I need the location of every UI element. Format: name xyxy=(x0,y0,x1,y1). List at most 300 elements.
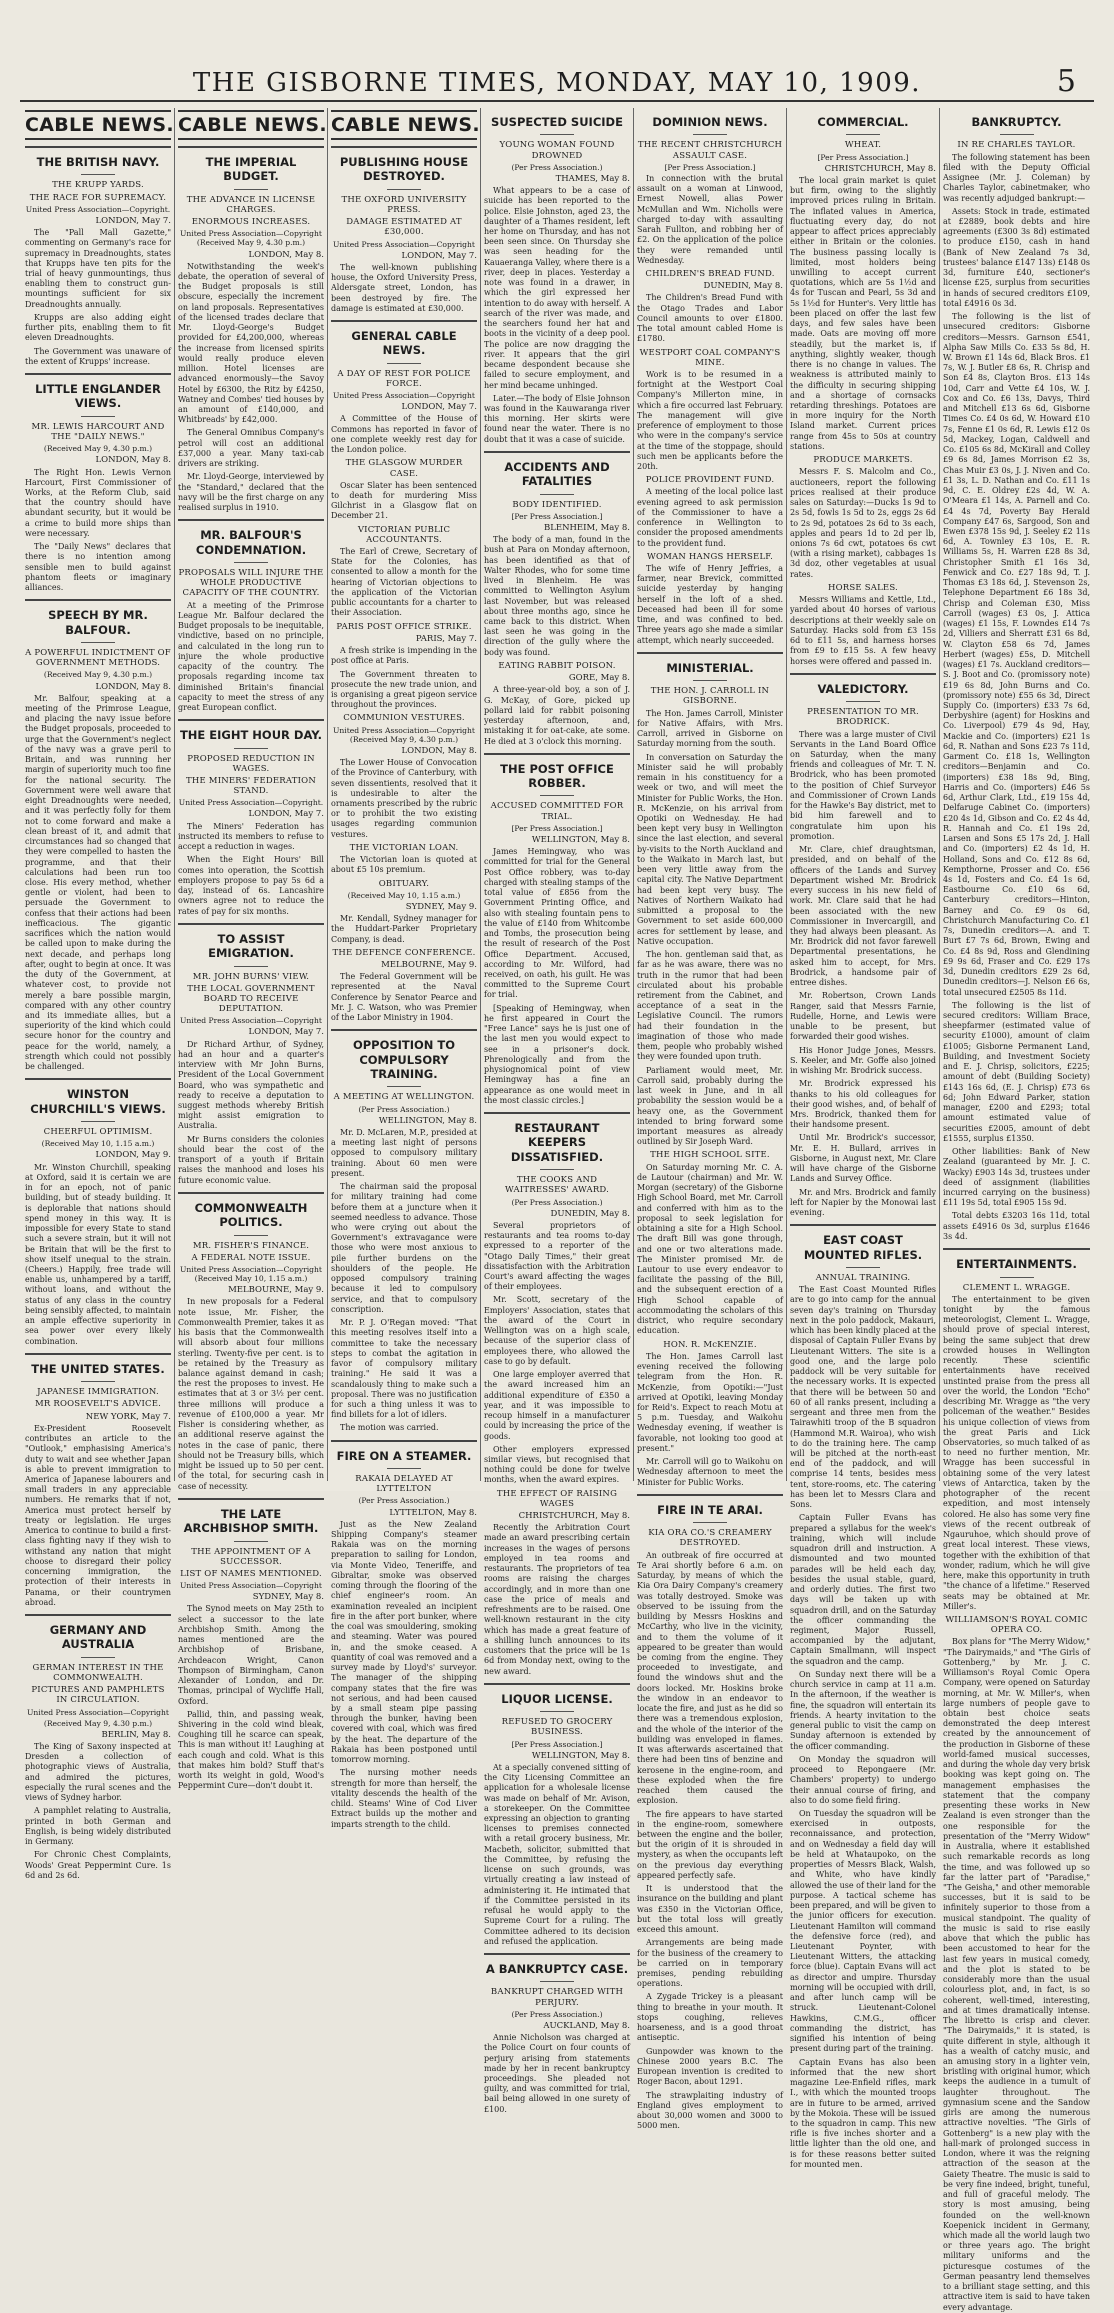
subheading: GERMAN INTEREST IN THE COMMONWEALTH. xyxy=(32,1662,164,1683)
subheading: DAMAGE ESTIMATED AT £30,000. xyxy=(346,217,462,238)
dateline: DUNEDIN, May 8. xyxy=(550,1208,630,1219)
subheading: COMMUNION VESTURES. xyxy=(343,713,465,724)
dateline: CHRISTCHURCH, May 8. xyxy=(518,1511,630,1522)
short-rule xyxy=(234,1541,268,1542)
subheading: BANKRUPT CHARGED WITH PERJURY. xyxy=(490,1987,624,2008)
dateline: LONDON, May 8. xyxy=(248,249,324,260)
section-rule xyxy=(484,1953,630,1955)
paragraph: The Government was unaware of the extent of Krupps' increase. xyxy=(25,346,171,366)
dateline: LONDON, May 8. xyxy=(95,455,171,466)
paragraph: A fresh strike is impending in the post office at Paris. xyxy=(331,646,477,666)
paragraph: One large employer averred that the award increased him an additional expenditure of £350 a year, and it was impossible to recoup himself in a manufacturer could by increasing the price of the goods. xyxy=(484,1370,630,1441)
dateline: MELBOURNE, May 9. xyxy=(381,959,477,970)
column-1 xyxy=(22,108,175,1880)
paragraph: The strawplaiting industry of England gives employment to about 30,000 women and 3000 to 5000 men. xyxy=(637,2090,783,2131)
section-rule xyxy=(790,673,936,675)
column-7 xyxy=(940,108,1093,2312)
headline: FIRE ON A STEAMER. xyxy=(336,1448,472,1463)
subheading: HORSE SALES. xyxy=(828,582,898,593)
paragraph: The Children's Bread Fund with the Otago Trades and Labor Council amounts to over £1800. The total amount cabled Home is £1780. xyxy=(637,293,783,344)
paragraph: Captain Fuller Evans has prepared a syllabus for the week's training, which will include squadron drill and instruction. A dismounted and two mounted parades will be held each day, besides the usual stable, guard, and orderly duties. The first two days will be taken up with squadron drill, and on the Saturday the officer commanding the regiment, Major Russell, accompanied by the adjutant, Captain Smallmann, will inspect the squadron and the camp. xyxy=(790,1513,936,1666)
credit-line: [Per Press Association.] xyxy=(511,511,603,521)
received-line: (Received May 9, 4.30 p.m.) xyxy=(43,1718,153,1728)
paragraph: The following is the list of secured creditors: William Brace, sheepfarmer (estimated value of security £1000), amount of claim £1005; Gisborne Permanent Land, Building, and Investment Society and E. J. Chrisp, solicitors, £225; amount of debt (Building Society) £143 16s 6d, (E. J. Chrisp) £73 6s 6d; John Edward Parker, station manager, £200 and £293; total amount estimated value of securities £2005, amount of debt £1555, surplus £1350. xyxy=(943,1000,1090,1143)
subheading: ANNUAL TRAINING. xyxy=(815,1273,911,1284)
dateline: LYTTELTON, May 8. xyxy=(389,1507,477,1518)
subheading: CLEMENT L. WRAGGE. xyxy=(962,1282,1071,1293)
received-line: (Received May 10, 1.15 a.m.) xyxy=(41,1139,155,1149)
subheading: REFUSED TO GROCERY BUSINESS. xyxy=(501,1717,613,1738)
short-rule xyxy=(540,795,574,796)
paragraph: The East Coast Mounted Rifles are to go into camp for the annual seven day's training on Thursday next in the polo paddock, Makauri, which has been kindly placed at the disposal of Captain Fuller Evans by Lieutenant Witters. The site is a good one, and the large polo paddock will be very suitable for the necessary works. It is expected that there will be between 50 and 60 of all ranks present, including a sergeant and three men from the Tairawhiti troop of the B squadron (Hammond M.R. Wairoa), who wish to do the training here. The camp will be pitched at the north-east end of the paddock, and will comprise 14 tents, besides mess tent, store-rooms, etc. The catering has been let to Messrs Clara and Sons. xyxy=(790,1285,936,1510)
paragraph: A pamphlet relating to Australia, printed in both German and English, is being widely distributed in Germany. xyxy=(25,1806,171,1847)
subheading: WILLIAMSON'S ROYAL COMIC OPERA CO. xyxy=(945,1615,1088,1636)
paragraph: Mr. Scott, secretary of the Employers' Association, states that the award of the Court in Wellington was on a high scale, because of the superior class of employees there, who allowed the case to go by default. xyxy=(484,1295,630,1366)
credit-line: United Press Association—Copyright xyxy=(27,1707,169,1717)
dateline: LONDON, May 8. xyxy=(95,681,171,692)
paragraph: Messrs Williams and Kettle, Ltd., yarded about 40 horses of various descriptions at their weekly sale on Saturday. Hacks sold from £3 15s 6d to £11 5s, and harness horses from £9 to £15 5s. A few heavy horses were offered and passed in. xyxy=(790,595,936,666)
short-rule xyxy=(81,1121,115,1122)
headline: LITTLE ENGLANDER VIEWS. xyxy=(35,382,161,411)
subheading: PROPOSED REDUCTION IN WAGES. xyxy=(187,753,315,774)
subheading: A FEDERAL NOTE ISSUE. xyxy=(191,1252,311,1263)
subheading: PARIS POST OFFICE STRIKE. xyxy=(336,621,472,632)
columns xyxy=(22,108,1102,2312)
headline: ACCIDENTS AND FATALITIES xyxy=(504,459,610,489)
credit-line: [Per Press Association.] xyxy=(664,162,756,172)
subheading: MR. JOHN BURNS' VIEW. xyxy=(192,971,310,982)
subheading: KIA ORA CO.'S CREAMERY DESTROYED. xyxy=(648,1528,772,1549)
subheading: THE KRUPP YARDS. xyxy=(52,180,144,191)
headline: SPEECH BY MR. BALFOUR. xyxy=(48,608,148,637)
credit-line: United Press Association—Copyright xyxy=(180,1016,322,1026)
section-rule xyxy=(25,1078,171,1080)
paragraph: The entertainment to be given tonight by the famous meteorologist, Clement L. Wragge, should prove of special interest, being the same subject that drew crowded houses in Wellington recently. These scientific entertainments have received unstinted praise from the press all over the world, the London "Echo" describing Mr. Wragge as "the very policeman of the weather." Besides his unique collection of views from the great Paris and Lick Observatories, so much talked of as to need no further mention, Mr. Wragge has been successful in obtaining some of the very latest views of Antarctica, taken by the photographer of the recent expedition, and most intensely colored. He also has some very fine views of the recent outbreak of Ngauruhoe, which should prove of great local interest. These views, together with the exhibition of that wonder, radium, which he will give here, make this opportunity in truth "the chance of a lifetime." Reserved seats may be obtained at Mr. Miller's. xyxy=(943,1294,1090,1611)
paragraph: The Earl of Crewe, Secretary of State for the Colonies, has consented to allow a month for the hearing of Victorian objections to the application of the Victorian public accountants for a charter to their Association. xyxy=(331,547,477,618)
short-rule xyxy=(387,1468,421,1469)
received-line: (Received May 9, 4.30 p.m.) xyxy=(43,670,153,680)
headline: THE BRITISH NAVY. xyxy=(36,155,160,169)
credit-line: [Per Press Association.] xyxy=(511,1739,603,1749)
paragraph: Ex-President Roosevelt contributes an article to the "Outlook," emphasising America's duty to wait and see whether Japan is able to prevent immigration to America of Japanese labourers and small traders in any appreciable numbers. He remarks that if not, America must protect herself by treaty or legislation. He urges America to continue to build a first-class fighting navy if they wish to withstand any nation that might choose to disregard their policy concerning immigration, the protection of their interests in Panama, or their countrymen abroad. xyxy=(25,1423,171,1607)
subheading: THE LOCAL GOVERNMENT BOARD TO RECEIVE DEPUTATION. xyxy=(187,983,315,1015)
paragraph: A meeting of the local police last evening agreed to ask permission of the Commissioner to have a conference in Wellington to consider the proposed amendments to the provident fund. xyxy=(637,487,783,548)
headline: GERMANY AND AUSTRALIA xyxy=(49,1623,147,1652)
subheading: THE GLASGOW MURDER CASE. xyxy=(345,458,463,479)
short-rule xyxy=(693,680,727,681)
section-rule xyxy=(331,1440,477,1442)
headline: FIRE IN TE ARAI. xyxy=(657,1502,763,1517)
paragraph: The motion was carried. xyxy=(340,1423,439,1433)
paragraph: The Government threaten to prosecute the new trade union, and is organising a great pigeon service throughout the provinces. xyxy=(331,669,477,710)
credit-line: United Press Association—Copyright (Received May 9, 4.30 p.m.) xyxy=(180,229,322,248)
headline: OPPOSITION TO COMPULSORY TRAINING. xyxy=(352,1038,456,1082)
paragraph: The General Omnibus Company's petrol will cost an additional £37,000 a year. Many taxi-cab drivers are striking. xyxy=(178,428,324,469)
column-6 xyxy=(787,108,940,2169)
dateline: LONDON, May 7. xyxy=(401,250,477,261)
paragraph: Notwithstanding the week's debate, the operation of several of the Budget proposals is still obscure, especially the increment on land proposals. Representatives of the licensed trades declare that Mr. Lloyd-George's Budget provided for £4,200,000, whereas the increase from licensed spirits would really produce eleven million. Hotel licenses are advanced enormously—the Savoy Hotel by £6300, the Ritz by £4250, Watney and Combes' tied houses by an amount of £140,000, and Whitbreads' by £42,000. xyxy=(178,261,324,425)
subheading: THE RECENT CHRISTCHURCH ASSAULT CASE. xyxy=(637,140,783,161)
section-rule xyxy=(25,146,171,148)
paragraph: Mr Burns considers the colonies should bear the cost of the transport of a youth if Britain raises the manhood and loses his future economic value. xyxy=(178,1134,324,1185)
column-header: CABLE NEWS. xyxy=(25,110,171,140)
paragraph: Other liabilities: Bank of New Zealand (guaranteed by Mr. J. C. Wacky) £903 14s 3d, trustees under deed of assignment (liabilities incurred carrying on the business) £11 19s 5d, total £905 15s 9d. xyxy=(943,1147,1090,1208)
subheading: YOUNG WOMAN FOUND DROWNED xyxy=(499,140,615,161)
section-rule xyxy=(331,320,477,322)
section-rule xyxy=(484,1112,630,1114)
paragraph: The following is the list of unsecured creditors: Gisborne creditors—Messrs. Garnson £541, Alpha Saw Mills Co. £33 5s 8d, H. W. Brown £1 14s 6d, Black Bros. £1 7s, W. J. Butler £8 6s, R. Chrisp and Son £4 8s, Clayton Bros. £13 14s 10d, Carr and Vette £4 10s, W. J. Cox and Co. £6 13s, Davys, Third and Mitchell £13 6s 6d, Gisborne Times Co. £4 0s 6d, W. Howard £10 7s, Fenne £1 0s 6d, R. Lewis £12 0s 5d, Mackey, Logan, Caldwell and Co. £105 6s 8d, McKirall and Colley £9 6s 8d, James Morrison £2 3s, Chas Muir £3 0s, J. J. Niven and Co. £1 3s, L. D. Nathan and Co. £11 1s 9d, C. E. Oldrey £2s 4d, W. A. O'Meara £1 14s, A. Parnell and Co. £4 4s 7d, Poverty Bay Herald Company £47 6s, Sargood, Son and Ewen £378 15s 9d, J. Seeley £2 11s 6d, A. Townley £3 10s, E. R. Williams 5s, H. Warren £28 8s 3d, Christopher Smith £1 16s 3d, Fenwick and Co. £27 18s 9d, T. J. Thomas £3 18s 6d, J. Stevenson 2s, Telephone Department £6 18s 3d, Chrisp and Coleman £30, Miss Carroll (wages) £3 0s, J. Attica (wages) £1 15s, F. Lowndes £14 7s 2d, Villiers and Sherratt £31 6s 8d, W. Clayton £58 6s 7d, James Herbert (wages) £5s, D. Mitchell (wages) £1 7s. Auckland creditors—S. J. Boot and Co. (promissory note) £19 6s 8d, John Burns and Co. (promissory note) £55 6s 3d, Direct Supply Co. (importers) £33 7s 6d, Derbyshire (agent) for Hoskins and Co. Liverpool) £79 4s 9d, Hay, Mackie and Co. (importers) £21 1s 6d, R. Nathan and Sons £23 7s 11d, Garment Co. £18 1s, Wellington creditors—Benjamin and Co. (importers) £38 18s 9d, Bing, Harris and Co. (importers) £46 5s 6d, Arthur Clark, Ltd., £19 15s 4d, Delfaruge Cabinet Co. (importers) £20 4s 1d, Gibson and Co. £2 4s 4d, R. Hannah and Co. £1 19s 2d, Larsen and Sons £5 17s 2d, J. Hall and Co. (importers) £2 4s 1d, H. Holland, Sons and Co. £12 8s 6d, Kempthorne, Prosser and Co. £56 4s 1d, Fosters and Co. £4 1s 6d, Eastbourne Co. £10 6s 6d, Canterbury creditors—Hinton, Barney and Co. £9 0s 6d, Christchurch Manufacturing Co. £1 7s, Dunedin creditors—A. and T. Burt £7 7s 6d, Brown, Ewing and Co. £4 8s 9d, Ross and Glendining £9 9s 6d, Fraser and Co. £29 17s 3d, Dunedin creditors £29 2s 6d, Dunedin creditors—J. Nelson £6 6s, total unsecured £2505 8s 11d. xyxy=(943,312,1090,997)
paragraph: Mr. Balfour, speaking at a meeting of the Primrose League, and placing the navy issue before the Budget proposals, proceeded to urge that the Government's neglect of the navy was a grave peril to Britain, and was running her margin of superiority much too fine for the national security. The Government were well aware that eight Dreadnoughts were needed, and it was perfectly folly for them not to come forward and make a clean breast of it, and admit that circumstances had so changed that they were compelled to hasten the programme, and that their calculations had been run too close. His every method, whether gentle or violent, had been to persuade the Government to confess that their actions had been inefficacious. The gigantic sacrifices which the nation would be called upon to make during the next decade, and perhaps long after, ought to begin at once. It was the duty of the Government, at whatever cost, to provide not merely a bare possible margin, compared with any other country and its immediate allies, but a superiority of the kind which could secure honor for the country and peace for the world, namely, a strength which could not possibly be challenged. xyxy=(25,693,171,1072)
paragraph: Mr. Winston Churchill, speaking at Oxford, said it is certain we are in for an epoch, not of panic building, but of steady building. It is deplorable that nations should spend money in this way. It is impossible for every State to stand such a severe strain, but it will not be Britain that will be the first to show itself unequal to the strain. (Cheers.) Happily, free trade will enable us, unhampered by a tariff, without loans, and without the status of any class in the country being sensibly affected, to maintain an ample effective superiority in sea power over every likely combination. xyxy=(25,1162,171,1346)
short-rule xyxy=(81,416,115,417)
paragraph: Krupps are also adding eight further pits, enabling them to fit eleven Dreadnoughts. xyxy=(25,312,171,343)
headline: LIQUOR LICENSE. xyxy=(501,1691,613,1706)
masthead xyxy=(20,62,1094,102)
section-rule xyxy=(25,373,171,375)
subheading: THE EFFECT OF RAISING WAGES xyxy=(496,1488,618,1509)
column-3 xyxy=(328,108,481,1829)
paragraph: Gunpowder was known to the Chinese 2000 years B.C. The European invention is credited to Roger Bacon, about 1291. xyxy=(637,2046,783,2087)
credit-line: (Per Press Association.) xyxy=(358,1104,450,1114)
section-rule xyxy=(25,1353,171,1355)
paragraph: A Committee of the House of Commons has reported in favor of one complete weekly rest day for the London police. xyxy=(331,414,477,455)
subheading: VICTORIAN PUBLIC ACCOUNTANTS. xyxy=(357,524,451,545)
subheading: THE HON. J. CARROLL IN GISBORNE. xyxy=(650,686,770,707)
subheading: A POWERFUL INDICTMENT OF GOVERNMENT METHODS. xyxy=(25,648,171,669)
paragraph: On Monday the squadron will proceed to Repongaere (Mr. Chambers' property) to undergo their annual course of firing, and also to do some field firing. xyxy=(790,1754,936,1805)
short-rule xyxy=(234,562,268,563)
section-rule xyxy=(25,1614,171,1616)
dateline: SYDNEY, May 9. xyxy=(405,901,477,912)
paragraph: Other employers expressed similar views, but recognised that nothing could be done for twelve months, when the award expires. xyxy=(484,1444,630,1485)
paragraph: James Hemingway, who was committed for trial for the General Post Office robbery, was to-day charged with stealing stamps of the total value of £856 from the Government Printing Office, and also with stealing fountain pens to the value of £140 from Whitcombe and Tombs, the prosecution being the result of research of the Post Office Department. Accused, according to Mr. Wilford, had received, on oath, his guilt. He was committed to the Supreme Court for trial. xyxy=(484,847,630,1000)
paragraph: In conversation on Saturday the Minister said he will probably remain in his constituency for a week or two, and will meet the Minister for Public Works, the Hon. R. McKenzie, on his arrival from Opotiki on Wednesday. He had been kept very busy in Wellington since the last election, and several by-visits to the North Auckland and to the Waikato in March last, but been very little away from the capital city. The Native Department had been kept very busy. The Natives of Northern Waikato had submitted a proposal to the Government to set aside 600,000 acres for settlement by lease, and Native occupation. xyxy=(637,752,783,946)
paragraph: Annie Nicholson was charged at the Police Court on four counts of perjury arising from statements made by her in recent bankruptcy proceedings. She pleaded not guilty, and was committed for trial, bail being allowed in one surety of £100. xyxy=(484,2033,630,2114)
credit-line: [Per Press Association.] xyxy=(817,152,909,162)
column-5 xyxy=(634,108,787,2131)
paragraph: What appears to be a case of suicide has been reported to the police. Elsie Johnston, aged 23, the daughter of a Thames resident, left her home on Thursday, and has not been seen since. On Thursday she was seen heading for the Kauaeranga Valley, where there is a river, deep in places. Yesterday a note was found in a drawer, in which the girl expressed her intention to do away with herself. A search of the river was made, and the searchers found her hat and boots in the vicinity of a deep pool. The police are now dragging the river. It appears that the girl became despondent because she failed to secure employment, and her mind became unhinged. xyxy=(484,186,630,390)
headline: ENTERTAINMENTS. xyxy=(956,1257,1077,1272)
paragraph: Assets: Stock in trade, estimated at £2889, book debts and hire agreements (£300 3s 8d) estimated to produce £150, cash in hand (Bank of New Zealand 7s 3d, trustees' balance £147 13s) £148 0s 3d, furniture £40, sectioner's license £25, surplus from securities in hands of secured creditors £109, total £4916 0s 3d. xyxy=(943,206,1090,308)
paragraph: On Sunday next there will be a church service in camp at 11 a.m. In the afternoon, if the weather is fine, the squadron will entertain its friends. A hearty invitation to the general public to visit the camp on Sunday afternoon is extended by the officer commanding. xyxy=(790,1669,936,1751)
subheading: A DAY OF REST FOR POLICE FORCE. xyxy=(337,368,471,389)
paragraph: The local grain market is quiet but firm, owing to the slightly improved prices ruling in Britain. The inflated values in America, fluctuating every day, do not appear to affect prices appreciably either in Britain or the colonies. The business passing locally is limited, most holders being unwilling to accept current quotations, which are 5s 1½d and 4s for Tuscan and Pearl, 5s 3d and 5s 1½d for Hunter's. Very little has been placed on offer the last few days, and few sales have been made. Oats are moving off more steadily, but the market is, if anything, slightly weaker, though there is no change in values. The weakness is attributed mainly to the difficulty in securing shipping and a shortage of cornsacks retarding threshings. Potatoes are in more inquiry for the North Island market. Current prices range from 45s to 50s at country stations. xyxy=(790,175,936,451)
headline: PUBLISHING HOUSE DESTROYED. xyxy=(339,155,469,184)
paragraph: On Saturday morning Mr. C. A. de Lautour (chairman) and Mr. W. Morgan (secretary) of the Gisborne High School Board, met Mr. Carroll and conferred with him as to the proposal to seek legislation for obtaining a site for a High School. The draft Bill was gone through, and one or two alterations made. The Minister promised Mr. de Lautour to use every endeavor to facilitate the passing of the Bill, and the subsequent erection of a High School capable of accommodating the scholars of this district, who require secondary education. xyxy=(637,1162,783,1336)
headline: THE EIGHT HOUR DAY. xyxy=(179,728,323,743)
column-2 xyxy=(175,108,328,1791)
short-rule xyxy=(387,1086,421,1087)
paragraph: The Hon. James Carroll, Minister for Native Affairs, with Mrs. Carroll, arrived in Gisborne on Saturday morning from the south. xyxy=(637,708,783,749)
short-rule xyxy=(387,363,421,364)
short-rule xyxy=(234,1235,268,1236)
dateline: CHRISTCHURCH, May 8. xyxy=(824,163,936,174)
paragraph: The hon. gentleman said that, as far as he was aware, there was no truth in the rumor that had been circulated about his probable retirement from the Cabinet, and acceptance of a seat in the Legislative Council. The rumors had their foundation in the imagination of those who made them, people who probably wished they were founded upon truth. xyxy=(637,950,783,1062)
credit-line: United Press Association—Copyright (Received May 9, 4.30 p.m.) xyxy=(333,725,475,744)
headline: WINSTON CHURCHILL'S VIEWS. xyxy=(30,1087,166,1116)
received-line: (Received May 9, 4.30 p.m.) xyxy=(43,444,153,454)
section-rule xyxy=(484,753,630,755)
paragraph: In new proposals for a Federal note issue, Mr. Fisher, the Commonwealth Premier, takes it as his basis that the Commonwealth will absorb about four millions sterling. Twenty-five per cent. is to be retained by the Treasury as balance against demand in cash; the rest the proposes to invest. He estimates that at 3 or 3½ per cent. three millions will produce a revenue of £100,000 a year. Mr Fisher is considering whether, as an additional reserve against the notes in the case of panic, there should not be Treasury bills, which might be issued up to 50 per cent. of the total, for securing cash in case of necessity. xyxy=(178,1297,324,1491)
headline: VALEDICTORY. xyxy=(817,681,909,696)
dateline: MELBOURNE, May 9. xyxy=(228,1285,324,1296)
paragraph: The Victorian loan is quoted at about £5 10s premium. xyxy=(331,855,477,875)
headline: GENERAL CABLE NEWS. xyxy=(351,328,457,358)
subheading: BODY IDENTIFIED. xyxy=(512,499,602,510)
subheading: CHILDREN'S BREAD FUND. xyxy=(645,268,775,279)
paragraph: The fire appears to have started in the engine-room, somewhere between the engine and the boiler, but the origin of it is shrouded in mystery, as when the occupants left on the previous day everything appeared perfectly safe. xyxy=(637,1809,783,1880)
paragraph: The Miners' Federation has instructed its members to refuse to accept a reduction in wages. xyxy=(178,821,324,852)
paragraph: Several proprietors of restaurants and tea rooms to-day expressed to a reporter of the "Otago Daily Times," their great dissatisfaction with the Arbitration Court's award affecting the wages of their employees. xyxy=(484,1220,630,1292)
subheading: WOMAN HANGS HERSELF. xyxy=(647,551,773,562)
short-rule xyxy=(1000,134,1034,135)
subheading: THE MINERS' FEDERATION STAND. xyxy=(186,775,316,797)
subheading: POLICE PROVIDENT FUND. xyxy=(645,475,775,486)
credit-line: United Press Association—Copyright. xyxy=(178,798,324,808)
subheading: THE DEFENCE CONFERENCE. xyxy=(332,947,476,958)
headline: THE LATE ARCHBISHOP SMITH. xyxy=(183,1506,319,1536)
headline: DOMINION NEWS. xyxy=(652,115,768,129)
paragraph: Recently the Arbitration Court made an award prescribing certain increases in the wages of persons employed in tea rooms and restaurants. The proprietors of tea rooms are raising the charges accordingly, and in more than one case the price of meals and refreshments are to be raised. One well-known restaurant in the city which has made a great feature of a shilling lunch announces to its customers that the price will be 1s 6d from Monday next, owing to the new award. xyxy=(484,1523,630,1676)
paragraph: The body of a man, found in the bush at Para on Monday afternoon, has been identified as that of Walter Rhodes, who for some time lived in Blenheim. He was committed to Wellington Asylum last November, but was released about three months ago, since he came back to this district. When last seen he was going in the direction of the gully where the body was found. xyxy=(484,535,630,657)
paragraph: The Lower House of Convocation of the Province of Canterbury, with seven dissentients, resolved that it is undesirable to alter the ornaments prescribed by the rubric or to prohibit the two existing usages regarding communion vestures. xyxy=(331,758,477,839)
credit-line: [Per Press Association.] xyxy=(511,823,603,833)
paragraph: Mr. Carroll will go to Waikohu on Wednesday afternoon to meet the Minister for Public Works. xyxy=(637,1457,783,1487)
paragraph: The Synod meets on May 25th to select a successor to the late Archbishop Smith. Among the names mentioned are the Archbishop of Brisbane, Archdeacon Wright, Canon Thompson of Birmingham, Canon Alexander of London, and Dr. Thomas, principal of Wycliffe Hall, Oxford. xyxy=(178,1604,324,1706)
paragraph: Dr Richard Arthur, of Sydney, had an hour and a quarter's interview with Mr John Burns, President of the Local Government Board, who was sympathetic and ready to receive a deputation to suggest methods whereby British might assist emigration to Australia. xyxy=(178,1039,324,1131)
subheading: THE ADVANCE IN LICENSE CHARGES. xyxy=(186,194,316,215)
short-rule xyxy=(81,642,115,643)
short-rule xyxy=(846,134,880,135)
paragraph: A three-year-old boy, a son of J. G. McKay, of Gore, picked up pollard laid for rabbit poisoning yesterday afternoon, and, mistaking it for oat-cake, ate some. He died at 3 o'clock this morning. xyxy=(484,685,630,746)
headline: RESTAURANT KEEPERS DISSATISFIED. xyxy=(510,1121,604,1164)
subheading: PRODUCE MARKETS. xyxy=(813,455,913,466)
page-number: 5 xyxy=(1056,64,1076,99)
credit-line: (Per Press Association.) xyxy=(511,1197,603,1207)
headline: BANKRUPTCY. xyxy=(971,115,1062,129)
credit-line: United Press Association—Copyright xyxy=(333,239,475,249)
dateline: NEW YORK, May 7. xyxy=(85,1411,171,1422)
credit-line: (Per Press Association.) xyxy=(511,162,603,172)
section-rule xyxy=(178,1192,324,1194)
dateline: WELLINGTON, May 8. xyxy=(378,1115,477,1126)
paragraph: Mr. P. J. O'Regan moved: "That this meeting resolves itself into a committee to take the necessary steps to combat the agitation in favor of compulsory military training." He said it was a scandalously thing to make such a proposal. There was no justification for such a thing unless it was to find billets for a lot of idlers. xyxy=(331,1318,477,1420)
paragraph: At a specially convened sitting of the City Licensing Committee an application for a wholesale license was made on behalf of Mr. Avison, a storekeeper. On the Committee expressing an objection to granting licenses to premises connected with a retail grocery business, Mr. Macbeth, solicitor, submitted that the Committee, by refusing the license on such grounds, was virtually creating a law instead of administering it. He intimated that if the Committee persisted in its refusal he would apply to the Supreme Court for a ruling. The Committee adhered to its decision and refused the application. xyxy=(484,1762,630,1946)
paragraph: Mr. Kendall, Sydney manager for the Huddart-Parker Proprietary Company, is dead. xyxy=(331,914,477,944)
advertisement: Pallid, thin, and passing weak, Shivering in the cold wind bleak, Coughing till he scarce can speak, This is man without it! Laughing at each cough and cold. What is this that makes him bold? Stuff that's worth its weight in gold, Wood's Peppermint Cure—don't doubt it. xyxy=(178,1709,324,1791)
dateline: LONDON, May 7. xyxy=(95,215,171,226)
paragraph: The "Pall Mall Gazette," commenting on Germany's race for supremacy in Dreadnoughts, states that Krupps have ten pits for the trial of heavy gunmountings, thus enabling them to construct gun-mountings sufficient for six Dreadnoughts annually. xyxy=(25,228,171,309)
subheading: IN RE CHARLES TAYLOR. xyxy=(957,140,1076,151)
dateline: BERLIN, May 8. xyxy=(101,1729,171,1740)
short-rule xyxy=(234,966,268,967)
dateline: LONDON, May 7. xyxy=(248,809,324,820)
short-rule xyxy=(540,1981,574,1982)
headline: THE UNITED STATES. xyxy=(31,1361,165,1376)
subheading: A MEETING AT WELLINGTON. xyxy=(333,1092,475,1103)
paragraph: On Tuesday the squadron will be exercised in outposts, reconnaissance, and protection, and on Wednesday a field day will be held at Whataupoko, on the properties of Messrs Black, Walsh, and White, who have kindly allowed the use of their land for the purpose. A tactical scheme has been prepared, and will be given to the junior officers for execution. Lieutenant Hamilton will command the defensive force (red), and Lieutenant Poynter, with Lieutenant Witters, the attacking force (blue). Captain Evans will act as director and umpire. Thursday morning will be occupied with drill, and after lunch camp will be struck. Lieutenant-Colonel Hawkins, C.M.G., officer commanding the district, has signified his intention of being present during part of the training. xyxy=(790,1808,936,2054)
headline: COMMONWEALTH POLITICS. xyxy=(194,1200,308,1230)
short-rule xyxy=(540,494,574,495)
short-rule xyxy=(234,748,268,749)
paragraph: The following statement has been filed with the Deputy Official Assignee (Mr. J. Coleman) by Charles Taylor, cabinetmaker, who was recently adjudged bankrupt:— xyxy=(943,152,1090,203)
dateline: AUCKLAND, May 8. xyxy=(543,2020,630,2031)
subheading: PICTURES AND PAMPHLETS IN CIRCULATION. xyxy=(31,1685,165,1706)
subheading: ACCUSED COMMITTED FOR TRIAL. xyxy=(490,801,624,822)
paragraph: At a meeting of the Primrose League Mr. Balfour declared the Budget proposals to be inequitable, vindictive, based on no principle, and calculated in the long run to injure the whole productive capacity of the country. The proposals regarding income tax diminished Britain's financial capacity to meet the stress of any great European conflict. xyxy=(178,600,324,712)
paragraph: In connection with the brutal assault on a woman at Linwood, Ernest Nowell, alias Power McMullan and Wm. Nicholls were charged to-day with assaulting Sarah Fullton, and robbing her of £2. On the application of the police they were remanded until Wednesday. xyxy=(637,173,783,265)
paragraph: The Federal Government will be represented at the Naval Conference by Senator Pearce and Mr. J. C. Watson, who was Premier of the Labor Ministry in 1904. xyxy=(331,972,477,1023)
paragraph: Later.—The body of Elsie Johnson was found in the Kauwaranga river this morning. Her skirts were found near the water. There is no doubt that it was a case of suicide. xyxy=(484,393,630,444)
dateline: LONDON, May 9. xyxy=(95,1150,171,1161)
dateline: WELLINGTON, May 8. xyxy=(531,834,630,845)
masthead-title: THE GISBORNE TIMES, MONDAY, MAY 10, 1909. xyxy=(192,68,922,98)
short-rule xyxy=(387,189,421,190)
subheading: HON. R. McKENZIE. xyxy=(663,1339,757,1350)
dateline: LONDON, May 7. xyxy=(248,1027,324,1038)
short-rule xyxy=(540,1711,574,1712)
dateline: DUNEDIN, May 8. xyxy=(703,281,783,292)
short-rule xyxy=(540,1169,574,1170)
column-header: CABLE NEWS. xyxy=(331,110,477,140)
section-rule xyxy=(178,923,324,925)
section-rule xyxy=(637,652,783,654)
subheading: CHEERFUL OPTIMISM. xyxy=(43,1127,153,1138)
subheading: MR ROOSEVELT'S ADVICE. xyxy=(34,1399,162,1410)
paragraph: Mr. D. McLaren, M.P., presided at a meeting last night of persons opposed to compulsory military training. About 60 men were present. xyxy=(331,1127,477,1178)
subheading: MR. FISHER'S FINANCE. xyxy=(192,1240,310,1251)
section-rule xyxy=(484,451,630,453)
subheading: JAPANESE IMMIGRATION. xyxy=(37,1387,159,1398)
headline: COMMERCIAL. xyxy=(817,115,909,129)
section-rule xyxy=(331,1029,477,1031)
paragraph: The "Daily News" declares that there is no intention among sensible men to build against phantom fleets or imaginary alliances. xyxy=(25,542,171,593)
section-rule xyxy=(178,146,324,148)
paragraph: Mr. Clare, chief draughtsman, presided, and on behalf of the officers of the Lands and Survey Department wished Mr. Brodrick every success in his new field of work. Mr. Clare said that he had been associated with the new Commissioner in Invercargill, and they had always been pleasant. As Mr. Brodrick did not favor farewell Departmental presentations, he asked him to accept, for Mrs. Brodrick, a handsome pair of entree dishes. xyxy=(790,845,936,988)
short-rule xyxy=(846,701,880,702)
section-rule xyxy=(484,1683,630,1685)
paragraph: A Zygade Trickey is a pleasant thing to breathe in your mouth. It stops coughing, relieves hoarseness, and is a good throat antiseptic. xyxy=(637,1992,783,2043)
section-rule xyxy=(178,1498,324,1500)
short-rule xyxy=(1000,1277,1034,1278)
paragraph: The Right Hon. Lewis Vernon Harcourt, First Commissioner of Works, at the Reform Club, said that the country should have abundant security, but it would be a crime to build more ships than were necessary. xyxy=(25,467,171,538)
paragraph: Box plans for "The Merry Widow," "The Dairymaids," and "The Girls of Gottenberg," by Mr. J. C. Williamson's Royal Comic Opera Company, were opened on Saturday morning, at Mr. W. Miller's, when large numbers of people gave to obtain best choice seats demonstrated the deep interest created by the announcement of the production in Gisborne of these world-famed musical successes, and during the whole day very brisk booking was kept going on. The management emphasises the statement that the company presenting these works in New Zealand is even stronger than the one responsible for the presentation of the "Merry Widow" in Australia, where it established such remarkable records as long the time, and was followed up so far the latter part of "Paradise," "The Geisha," and other memorable successes, but it is said to be infinitely superior to those from a musical standpoint. The quality of the music is said to rise easily above that which the public has been accustomed to hear for the last few years in musical comedy, and the plot is stated to be considerably more than the usual colourless plot, and, in fact, is so coherent, well-timed, interesting, and at times dramatically intense. The libretto is crisp and clever. "The Dairymaids," it is stated, is quite different in style, although it has a wealth of catchy music, and an amusing story in a lighter vein, bristling with original humor, which keeps the audience in a tumult of laughter throughout. The gymnasium scene and the Sandow girls are among the numerous attractive novelties. "The Girls of Gottenberg" is a new play with the hall-mark of prolonged success in London, where it was the reigning attraction of the season at the Gaiety Theatre. The music is said to be very fine indeed, bright, tuneful, and full of graceful melody. The story is most amusing, being founded on the well-known Koepenick incident in Germany, which made all the world laugh two or three years ago. The bright military uniforms and the picturesque costumes of the German peasantry lend themselves to a brilliant stage setting, and this attractive item is said to have taken every advantage. xyxy=(943,1637,1090,2312)
paragraph: His Honor Judge Jones, Messrs. S. Keeler, and Mr. Goffe also joined in wishing Mr. Brodrick success. xyxy=(790,1045,936,1076)
paragraph: [Speaking of Hemingway, when he first appeared in Court the "Free Lance" says he is just one of the last men you would expect to see in a prisoner's dock. Phrenologically and from the physiognomical point of view Hemingway has a fine an appearance as one would meet in the most classic circles.] xyxy=(484,1003,630,1105)
subheading: ENORMOUS INCREASES. xyxy=(191,217,311,228)
dateline: BLENHEIM, May 8. xyxy=(543,522,630,533)
paragraph: The wife of Henry Jeffries, a farmer, near Brevick, committed suicide yesterday by hanging herself in the loft of a shed. Deceased had been ill for some time, and was confined to bed. Three years ago she made a similar attempt, which nearly succeeded. xyxy=(637,564,783,645)
subheading: MR. LEWIS HARCOURT AND THE "DAILY NEWS." xyxy=(31,421,165,443)
subheading: THE VICTORIAN LOAN. xyxy=(349,842,459,853)
dateline: LONDON, May 8. xyxy=(401,745,477,756)
paragraph: The King of Saxony inspected at Dresden a collection of photographic views of Australia, and admired the pictures, especially the rural scenes and the views of Sydney harbor. xyxy=(25,1741,171,1803)
paragraph: The well-known publishing house, the Oxford University Press, Aldersgate street, London, has been destroyed by fire. The damage is estimated at £30,000. xyxy=(331,262,477,313)
paragraph: When the Eight Hours' Bill comes into operation, the Scottish employers propose to pay 5s 6d a day, instead of 6s. Lancashire owners agree not to reduce the rates of pay for six months. xyxy=(178,855,324,916)
credit-line: United Press Association—Copyright. xyxy=(25,204,171,214)
short-rule xyxy=(81,1657,115,1658)
headline: THE IMPERIAL BUDGET. xyxy=(205,155,297,184)
paragraph: Arrangements are being made for the business of the creamery to be carried on in temporary premises, pending rebuilding operations. xyxy=(637,1938,783,1989)
credit-line: United Press Association—Copyright xyxy=(180,1581,322,1591)
paragraph: The Hon. James Carroll last evening received the following telegram from the Hon. R. McKenzie, from Opotiki:—"Just arrived at Opotiki, leaving Monday for Reid's. Expect to reach Motu at 5 p.m. Tuesday, and Waikohu Wednesday evening, if weather is favorable, not looking too good at present." xyxy=(637,1351,783,1453)
short-rule xyxy=(81,1381,115,1382)
headline: MINISTERIAL. xyxy=(666,660,754,675)
paragraph: Mr. and Mrs. Brodrick and family left for Napier by the Monowai last evening. xyxy=(790,1187,936,1218)
dateline: THAMES, May 8. xyxy=(555,173,630,184)
short-rule xyxy=(846,1267,880,1268)
paragraph: Messrs F. S. Malcolm and Co., auctioneers, report the following prices realised at their produce sales on Saturday:—Ducks 1s 9d to 2s 5d, fowls 1s 5d to 2s, eggs 2s 6d to 2s 9d, potatoes 2s 6d to 3s each, apples and pears 1d to 2d per lb, onions 7s 6d cwt, potatoes 6s cwt (with a rising market), cabbages 1s 3d doz, other vegetables at usual rates. xyxy=(790,467,936,579)
dateline: GORE, May 8. xyxy=(568,673,630,684)
paragraph: Mr. Brodrick expressed his thanks to his old colleagues for their good wishes, and, of behalf of Mrs. Brodrick, thanked them for their handsome present. xyxy=(790,1079,936,1130)
headline: A BANKRUPTCY CASE. xyxy=(485,1962,629,1977)
credit-line: (Per Press Association.) xyxy=(511,2009,603,2019)
paragraph: Mr. Lloyd-George, interviewed by the "Standard," declared that the navy will be the first charge on any realised surplus in 1910. xyxy=(178,472,324,513)
paragraph: It is understood that the insurance on the building and plant was £350 in the Victorian Office, but the total loss will greatly exceed this amount. xyxy=(637,1884,783,1935)
subheading: THE HIGH SCHOOL SITE. xyxy=(650,1150,770,1161)
short-rule xyxy=(540,134,574,135)
dateline: PARIS, May 7. xyxy=(415,633,477,644)
paragraph: The chairman said the proposal for military training had come before them at a juncture when it seemed needless to advance. Those who were crying out about the Government's extravagance were those who were most anxious to pile further burdens on the shoulders of the people. He opposed compulsory training because it led to compulsory service, and that to compulsory conscription. xyxy=(331,1182,477,1314)
subheading: EATING RABBIT POISON. xyxy=(498,660,616,671)
short-rule xyxy=(81,174,115,175)
paragraph: Captain Evans has also been informed that the new short magazine Lee-Enfield rifles, mark I., with which the mounted troops are in future to be armed, arrived by the Mokoia. These will be issued to the squadron in camp. This new rifle is five inches shorter and a little lighter than the old one, and is for these reasons better suited for mounted men. xyxy=(790,2057,936,2169)
section-rule xyxy=(637,1494,783,1496)
section-rule xyxy=(178,719,324,721)
paragraph: Work is to be resumed in a fortnight at the Westport Coal Company's Millerton mine, in which a fire occurred last February. The management will give preference of employment to those who were in the company's service at the time of the stoppage, should such men be applicants before the 20th. xyxy=(637,369,783,471)
subheading: THE RACE FOR SUPREMACY. xyxy=(29,192,167,203)
headline: SUSPECTED SUICIDE xyxy=(491,115,623,129)
subheading: LIST OF NAMES MENTIONED. xyxy=(180,1568,322,1579)
section-rule xyxy=(331,146,477,148)
headline: THE POST OFFICE ROBBER. xyxy=(500,761,614,791)
short-rule xyxy=(234,189,268,190)
advertisement: For Chronic Chest Complaints, Woods' Great Peppermint Cure. 1s 6d and 2s 6d. xyxy=(25,1850,171,1880)
subheading: THE APPOINTMENT OF A SUCCESSOR. xyxy=(191,1546,311,1567)
credit-line: (Per Press Association.) xyxy=(358,1496,450,1506)
dateline: SYDNEY, May 8. xyxy=(252,1592,324,1603)
paragraph: An outbreak of fire occurred at Te Arai shortly before 6 a.m. on Saturday, by means of which the Kia Ora Dairy Company's creamery was totally destroyed. Smoke was observed to be issuing from the building by Messrs Hoskins and McCarthy, who live in the vicinity, and to them the volume of it appeared to be greater than would be coming from the engine. They proceeded to investigate, and found the windows shut and the doors locked. Mr. Hoskins broke the window in an endeavor to locate the fire, and just as he did so there was a tremendous explosion, and the whole of the interior of the building was enveloped in flames. It was afterwards ascertained that there had been tins of benzine and kerosene in the engine-room, and these exploded when the fire reached them caused the explosion. xyxy=(637,1550,783,1806)
paragraph: Total debts £3203 16s 11d, total assets £4916 0s 3d, surplus £1646 3s 4d. xyxy=(943,1211,1090,1241)
paragraph: Parliament would meet, Mr. Carroll said, probably during the last week in June, and in all probability the session would be a heavy one, as the Government intended to bring forward some important measures as already outlined by Sir Joseph Ward. xyxy=(637,1065,783,1147)
paragraph: Until Mr. Brodrick's successor, Mr. E. H. Bullard, arrives in Gisborne, in August next, Mr. Clare will have charge of the Gisborne Lands and Survey Office. xyxy=(790,1133,936,1184)
subheading: WESTPORT COAL COMPANY'S MINE. xyxy=(639,347,781,368)
section-rule xyxy=(178,519,324,521)
masthead-rule xyxy=(20,100,1094,102)
credit-line: United Press Association—Copyright xyxy=(333,391,475,401)
section-rule xyxy=(943,1248,1090,1250)
subheading: RAKAIA DELAYED AT LYTTELTON xyxy=(355,1474,453,1495)
column-header: CABLE NEWS. xyxy=(178,110,324,140)
short-rule xyxy=(693,134,727,135)
column-4 xyxy=(481,108,634,2114)
headline: MR. BALFOUR'S CONDEMNATION. xyxy=(195,528,307,557)
subheading: WHEAT. xyxy=(844,140,882,151)
paragraph: There was a large muster of Civil Servants in the Land Board Office on Saturday, when the many friends and colleagues of Mr. T. N. Brodrick, who has been promoted to the position of Chief Surveyor and Commissioner of Crown Lands for the Hawke's Bay district, met to bid him farewell and to congratulate him upon his promotion. xyxy=(790,729,936,841)
section-rule xyxy=(25,599,171,601)
received-line: (Received May 10, 1.15 a.m.) xyxy=(347,890,461,900)
paragraph: Oscar Slater has been sentenced to death for murdering Miss Gilchrist in a Glasgow flat on December 21. xyxy=(331,480,477,521)
dateline: WELLINGTON, May 8. xyxy=(531,1750,630,1761)
headline: TO ASSIST EMIGRATION. xyxy=(208,931,294,961)
subheading: THE OXFORD UNIVERSITY PRESS. xyxy=(341,194,467,215)
paragraph: Just as the New Zealand Shipping Company's steamer Rakaia was on the morning preparation to sailing for London, via Monte Video, Teneriffe, and Gibraltar, smoke was observed coming through the flooring of the chief engineer's room. An examination revealed an incipient fire in the after port bunker, where the coal was smouldering, smoking and steaming. Water was poured in, and the smoke ceased. A quantity of coal was removed and a survey made by Lloyd's' surveyor. The manager of the shipping company states that the fire was not serious, and had been caused by a small steam pipe passing through the bunker, having been covered with coal, which was fired by the heat. The departure of the Rakaia has been postponed until tomorrow morning. xyxy=(331,1519,477,1765)
subheading: PRESENTATION TO MR. BRODRICK. xyxy=(807,707,919,728)
subheading: PROPOSALS WILL INJURE THE WHOLE PRODUCTIVE CAPACITY OF THE COUNTRY. xyxy=(178,568,324,599)
credit-line: United Press Association—Copyright (Received May 10, 1.15 a.m.) xyxy=(180,1264,322,1284)
short-rule xyxy=(693,1522,727,1523)
paragraph: Mr. Robertson, Crown Lands Ranger, said that Messrs Farnie, Rudelle, Horne, and Lewis were unable to be present, but forwarded their good wishes. xyxy=(790,991,936,1042)
